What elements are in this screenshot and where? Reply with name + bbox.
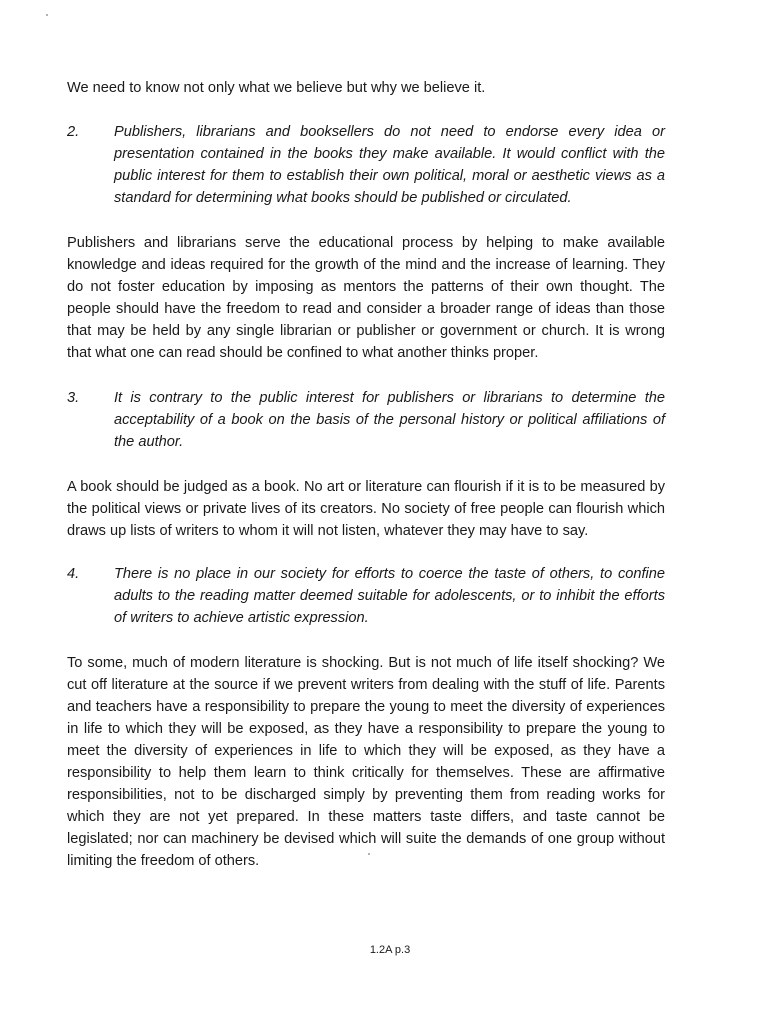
paragraph-book-judged: A book should be judged as a book. No art or literature can flourish if it is to be measured by the political views or private lives of its creators. No society of free people can flourish which draws up lists of writers to whom it will not listen, whatever they may have to say. <box>67 479 665 539</box>
item-text: It is contrary to the public interest for publishers or librarians to determine the acceptability of a book on the basis of the personal history or political affiliations of the author. <box>114 390 665 450</box>
principle-item-3 <box>67 387 665 453</box>
scan-speck <box>46 14 48 16</box>
paragraph-publishers-librarians: Publishers and librarians serve the educational process by helping to make available knowledge and ideas required for the growth of the mind and the increase of learning. They do not foster education by imposing as mentors the patterns of their own thought. The people should have the freedom to read and consider a broader range of ideas than those that may be held by any single librarian or publisher or government or church. It is wrong that what one can read should be confined to what another thinks proper. <box>67 235 665 361</box>
item-number: 3. <box>67 390 80 406</box>
item-text: There is no place in our society for efforts to coerce the taste of others, to confine adults to the reading matter deemed suitable for adolescents, or to inhibit the efforts of writers to achieve artistic expression. <box>114 566 665 626</box>
page-footer: 1.2A p.3 <box>369 944 411 956</box>
scan-speck <box>368 853 370 855</box>
paragraph-intro: We need to know not only what we believe but why we believe it. <box>67 80 486 96</box>
paragraph-modern-literature: To some, much of modern literature is shocking. But is not much of life itself shocking? We cut off literature at the source if we prevent writers from dealing with the stuff of life. Parents and teachers have a responsibility to prepare the young to meet the diversity of experiences in life to which they will be exposed, as they have a responsibility to prepare the young to meet the diversity of experiences in life to which they will be exposed, as they have a responsibility to help them learn to think critically for themselves. These are affirmative responsibilities, not to be discharged simply by preventing them from reading works for which they are not yet prepared. In these matters taste differs, and taste cannot be legislated; nor can machinery be devised which will suite the demands of one group without limiting the freedom of others. <box>67 655 665 869</box>
principle-item-4 <box>67 563 665 629</box>
item-number: 2. <box>67 124 80 140</box>
principle-item-2 <box>67 121 665 209</box>
item-number: 4. <box>67 566 80 582</box>
item-text: Publishers, librarians and booksellers do not need to endorse every idea or presentation contained in the books they make available. It would conflict with the public interest for them to establish their own political, moral or aesthetic views as a standard for determining what books should be published or circulated. <box>114 124 665 206</box>
